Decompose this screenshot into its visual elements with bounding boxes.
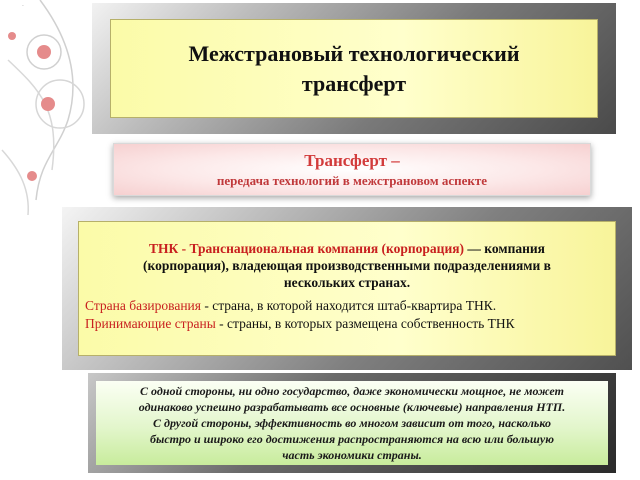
tnc-definition-line2: (корпорация), владеющая производственными подразделениями в [143, 258, 551, 273]
ornament-dot-2 [37, 45, 51, 59]
note-line-2: одинаково успешно разрабатывать все основные (ключевые) направления НТП. [138, 400, 566, 414]
transfer-panel [113, 143, 591, 196]
tnc-definition-line3: нескольких странах. [283, 275, 411, 290]
note-line-5: часть экономики страны. [282, 448, 422, 462]
svg-text:·: · [22, 3, 24, 10]
transfer-heading: Трансферт – [304, 150, 400, 170]
tnc-definition-tail: — компания [464, 241, 545, 256]
page-title-line2: трансферт [301, 70, 407, 96]
note-panel [88, 373, 616, 473]
ornament-dot-3 [41, 97, 55, 111]
note-panel-face [96, 381, 608, 465]
transfer-subheading: передача технологий в межстрановом аспекте [216, 172, 488, 188]
note-line-3: С другой стороны, эффективность во многом зависит от того, насколько [153, 416, 551, 430]
transfer-panel-face [114, 144, 590, 195]
host-country-definition: - страны, в которых размещена собственность ТНК [215, 316, 515, 331]
host-country-line [79, 315, 615, 333]
note-line-4: быстро и широко его достижения распространяются на всю или большую [150, 432, 554, 446]
home-country-term: Страна базирования [85, 298, 201, 313]
tnc-definition [79, 222, 615, 291]
note-line-1: С одной стороны, ни одно государство, даже экономически мощное, не может [140, 384, 564, 398]
home-country-definition: - страна, в которой находится штаб-квартира ТНК. [201, 298, 497, 313]
title-panel [92, 3, 616, 134]
tnc-panel-face [78, 221, 616, 356]
ornament-dot-1 [8, 32, 16, 40]
title-panel-face [110, 19, 598, 118]
host-country-term: Принимающие страны [85, 316, 216, 331]
ornament-dot-4 [27, 171, 37, 181]
tnc-panel [62, 207, 632, 370]
page-title-line1: Межстрановый технологический [188, 40, 520, 66]
tnc-term: ТНК - Транснациональная компания (корпорация) [149, 241, 465, 256]
home-country-line [79, 297, 615, 315]
